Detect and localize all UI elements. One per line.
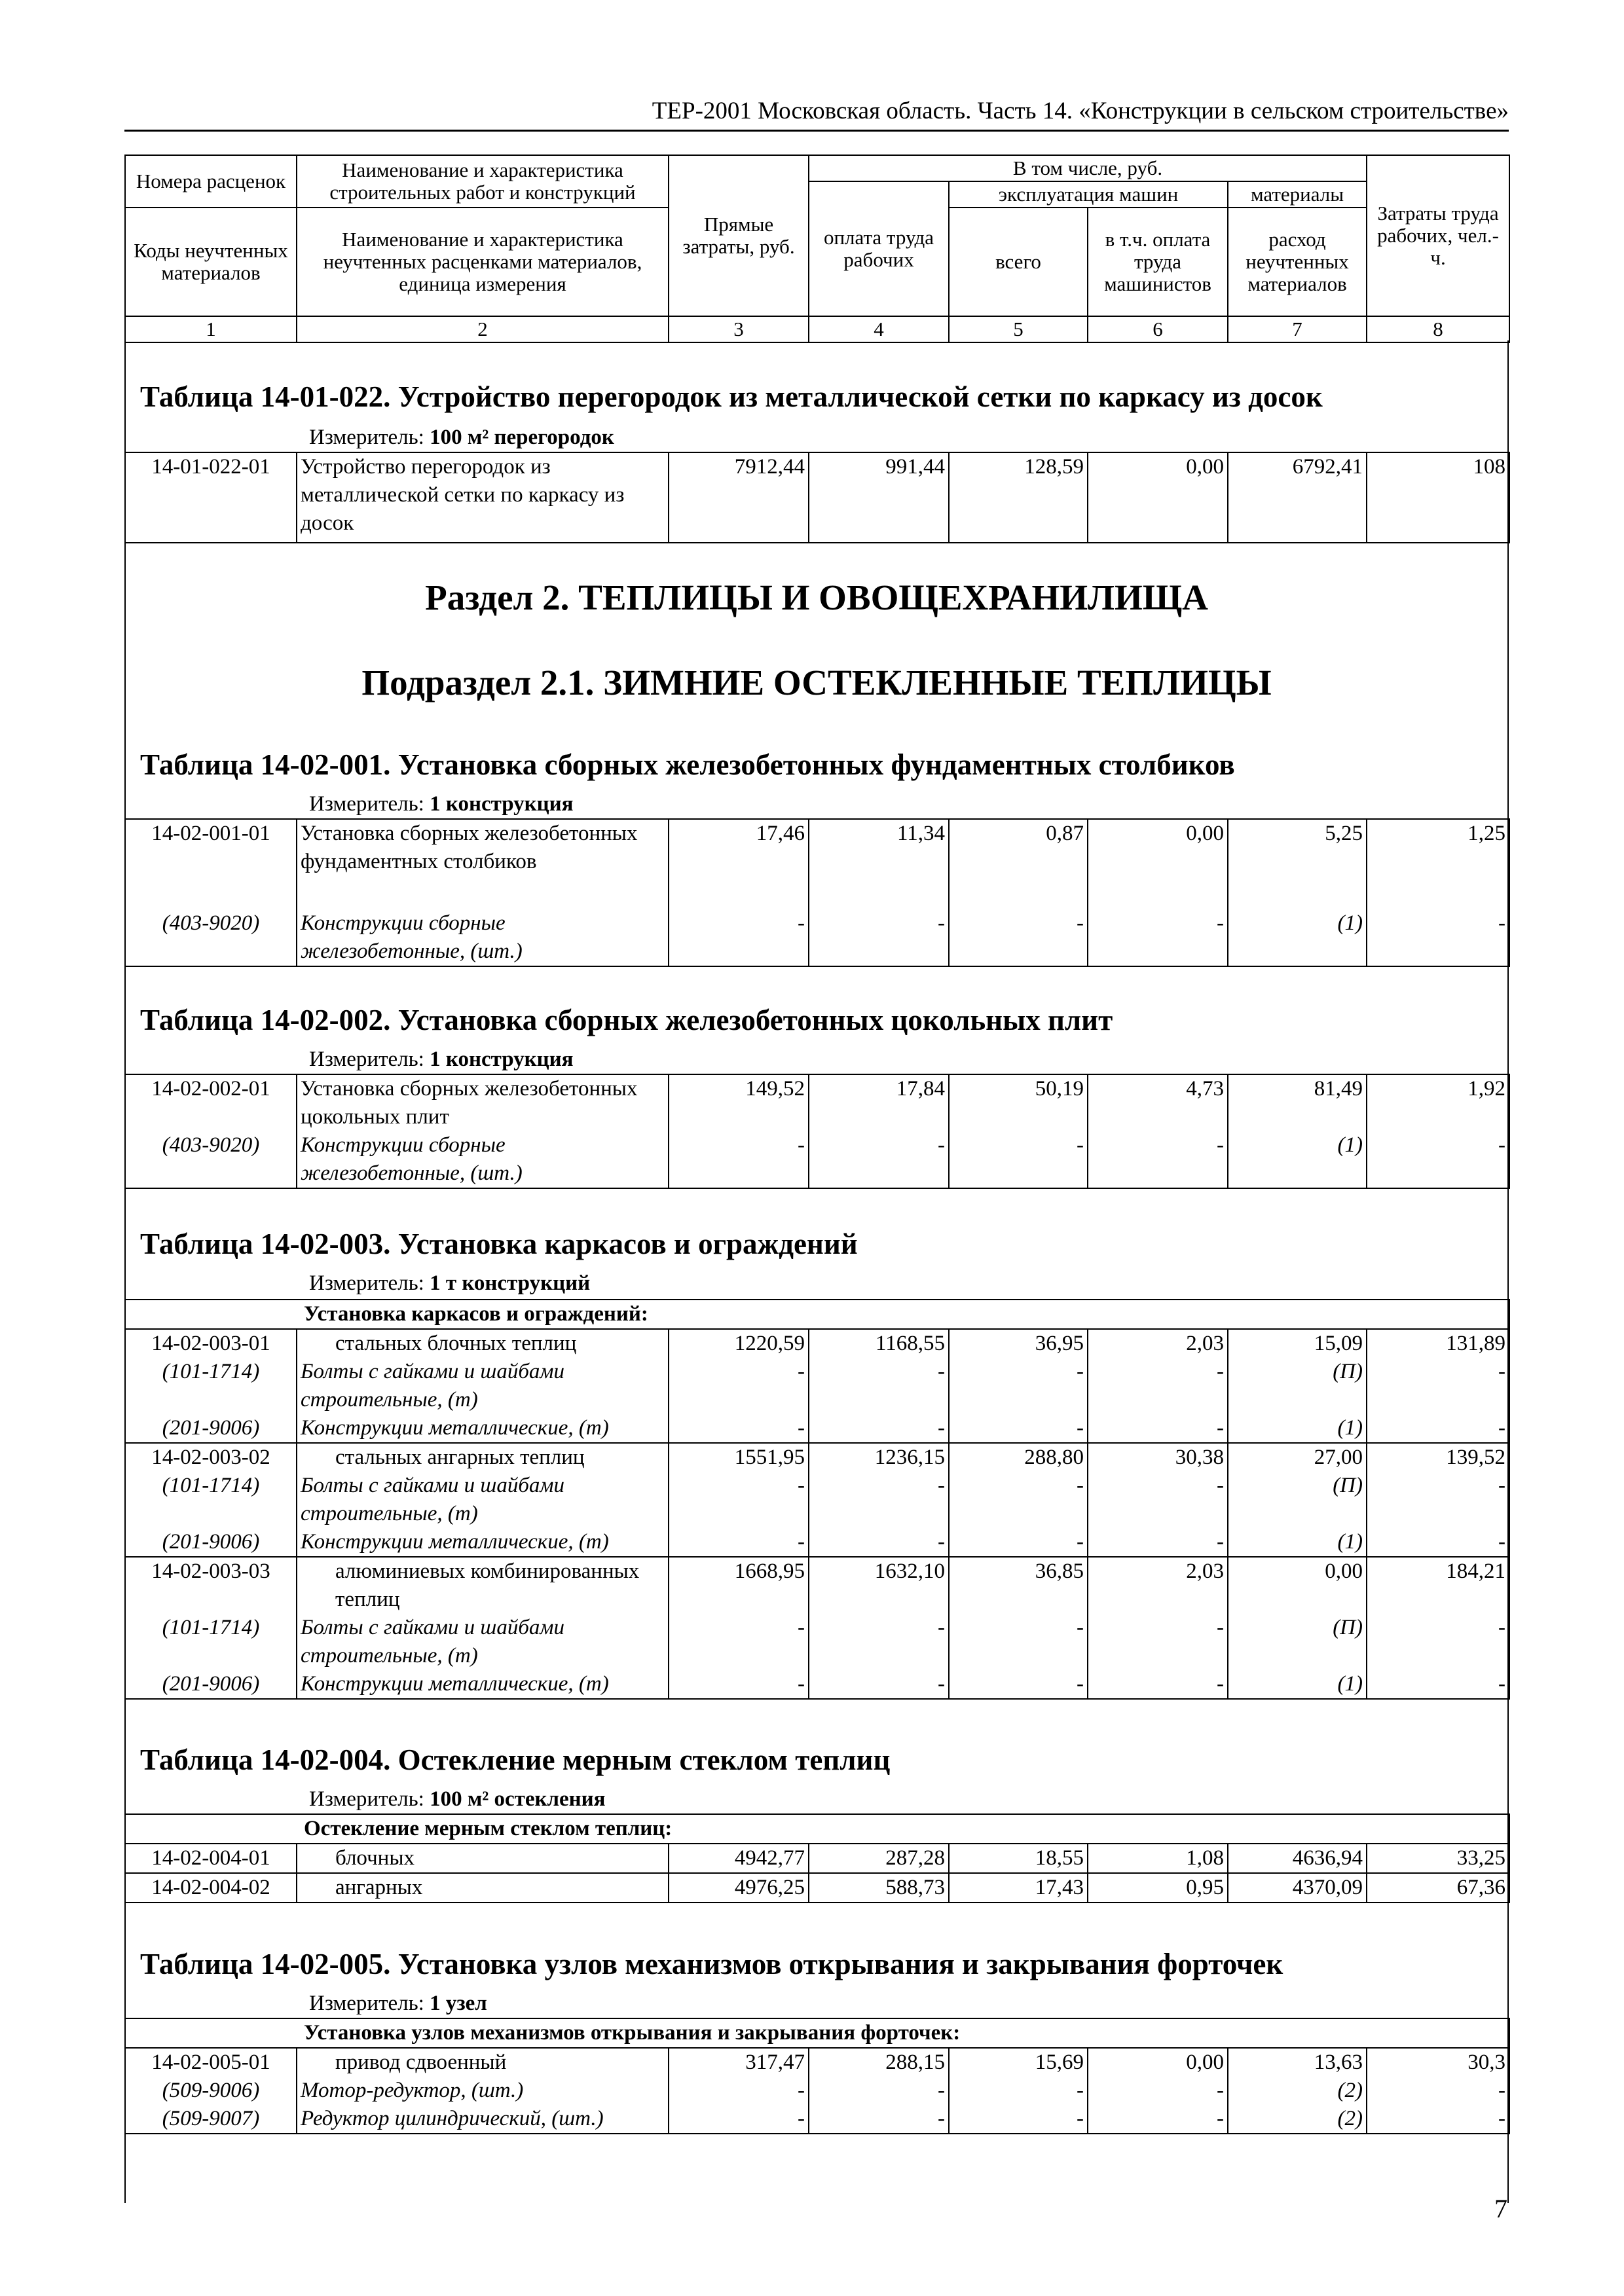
- table-row: [125, 1873, 1509, 1903]
- measure-value: 1 конструкция: [430, 1048, 574, 1071]
- machines-total: 288,80: [949, 1443, 1088, 1472]
- measure-label: Измеритель:: [309, 426, 424, 449]
- cell: -: [1088, 1414, 1228, 1443]
- machines-header: эксплуатация машин: [949, 181, 1228, 208]
- direct-cost: 7912,44: [669, 452, 809, 543]
- subheading: Установка каркасов и ограждений:: [125, 1300, 1509, 1329]
- cell: -: [1367, 1358, 1509, 1414]
- subheading: Остекление мерным стеклом теплиц:: [125, 1814, 1509, 1844]
- col-number: 5: [949, 316, 1088, 342]
- material-qty: (1): [1228, 1414, 1367, 1443]
- work-name: ангарных: [297, 1873, 669, 1903]
- col-number: 7: [1228, 316, 1367, 342]
- subheading: Установка узлов механизмов открывания и закрывания форточек:: [125, 2018, 1509, 2048]
- cell: -: [809, 1131, 949, 1188]
- measure-label: Измеритель:: [309, 1787, 424, 1811]
- material-row: [125, 1131, 1509, 1188]
- running-header: ТЕР-2001 Московская область. Часть 14. «Конструкции в сельском строительстве»: [652, 98, 1509, 124]
- measure-label: Измеритель:: [309, 1992, 424, 2015]
- material-code: (101-1714): [125, 1472, 297, 1528]
- direct-cost: 149,52: [669, 1074, 809, 1131]
- table-title: Таблица 14-02-003. Установка каркасов и ограждений: [140, 1228, 858, 1260]
- material-name: Конструкции сборные железобетонные, (шт.): [297, 1131, 669, 1188]
- table-row: [125, 452, 1509, 543]
- material-name: Мотор-редуктор, (шт.): [297, 2077, 669, 2105]
- col2-header-bottom: Наименование и характеристика неучтенных расценками материалов, единица измерения: [297, 208, 669, 316]
- cell: -: [1367, 1131, 1509, 1188]
- material-row: [125, 1614, 1509, 1670]
- material-name: Конструкции металлические, (т): [297, 1414, 669, 1443]
- materials-cost: 15,09: [1228, 1329, 1367, 1358]
- material-row: [125, 2077, 1509, 2105]
- cell: -: [809, 2077, 949, 2105]
- materials-cost: 6792,41: [1228, 452, 1367, 543]
- table-title: Таблица 14-02-005. Установка узлов механизмов открывания и закрывания форточек: [140, 1948, 1283, 1980]
- material-name: Конструкции сборные железобетонные, (шт.): [297, 909, 669, 966]
- subsection-title: Подраздел 2.1. ЗИМНИЕ ОСТЕКЛЕННЫЕ ТЕПЛИЦЫ: [361, 663, 1272, 702]
- cell: -: [1367, 1472, 1509, 1528]
- measure-value: 1 узел: [430, 1992, 487, 2015]
- materials-cost: 27,00: [1228, 1443, 1367, 1472]
- cell: -: [1367, 1670, 1509, 1699]
- cell: -: [809, 2105, 949, 2134]
- cell: -: [809, 1614, 949, 1670]
- work-name: Устройство перегородок из металлической сетки по каркасу из досок: [297, 452, 669, 543]
- materials-header: материалы: [1228, 181, 1367, 208]
- cell: -: [949, 1614, 1088, 1670]
- material-qty: (1): [1228, 1131, 1367, 1188]
- direct-cost: 1220,59: [669, 1329, 809, 1358]
- material-code: (403-9020): [125, 909, 297, 966]
- col-number: 1: [125, 316, 297, 342]
- cell: -: [1088, 1670, 1228, 1699]
- labor-pay: 991,44: [809, 452, 949, 543]
- cell: -: [669, 1614, 809, 1670]
- cell: -: [1088, 1614, 1228, 1670]
- material-qty: (2): [1228, 2077, 1367, 2105]
- material-code: (201-9006): [125, 1414, 297, 1443]
- col-number: 3: [669, 316, 809, 342]
- measure-line: [309, 1046, 574, 1072]
- subheading-row: [125, 2018, 1509, 2048]
- material-name: Болты с гайками и шайбами строительные, (т): [297, 1472, 669, 1528]
- measure-line: [309, 1786, 606, 1812]
- labor-pay: 1632,10: [809, 1557, 949, 1614]
- machinist-pay: 0,00: [1088, 452, 1228, 543]
- cell: -: [1088, 2077, 1228, 2105]
- cell: -: [669, 2105, 809, 2134]
- col7-header: расход неучтенных материалов: [1228, 208, 1367, 316]
- col-number: 8: [1367, 316, 1509, 342]
- material-name: Конструкции металлические, (т): [297, 1528, 669, 1557]
- material-code: (101-1714): [125, 1358, 297, 1414]
- direct-cost: 1668,95: [669, 1557, 809, 1614]
- labor-pay: 287,28: [809, 1844, 949, 1873]
- cell: -: [949, 909, 1088, 966]
- work-name: привод сдвоенный: [297, 2048, 669, 2077]
- cell: -: [809, 1472, 949, 1528]
- rate-code: 14-01-022-01: [125, 452, 297, 543]
- machines-total: 36,85: [949, 1557, 1088, 1614]
- col3-header: Прямые затраты, руб.: [669, 155, 809, 316]
- cell: -: [1088, 1131, 1228, 1188]
- material-qty: (2): [1228, 2105, 1367, 2134]
- material-row: [125, 1528, 1509, 1557]
- table-row: [125, 2048, 1509, 2077]
- measure-value: 1 т конструкций: [430, 1271, 591, 1295]
- page-number: 7: [1494, 2194, 1507, 2223]
- materials-cost: 4370,09: [1228, 1873, 1367, 1903]
- rate-table: [124, 2018, 1510, 2134]
- cell: -: [809, 909, 949, 966]
- cell: -: [949, 2077, 1088, 2105]
- rate-code: 14-02-003-02: [125, 1443, 297, 1472]
- cell: -: [809, 1670, 949, 1699]
- machinist-pay: 0,95: [1088, 1873, 1228, 1903]
- col8-header: Затраты труда рабочих, чел.-ч.: [1367, 155, 1509, 316]
- cell: -: [669, 1528, 809, 1557]
- cell: -: [1088, 909, 1228, 966]
- measure-value: 100 м² остекления: [430, 1787, 606, 1811]
- labor-pay: 588,73: [809, 1873, 949, 1903]
- work-name: алюминиевых комбинированных теплиц: [297, 1557, 669, 1614]
- work-name: стальных ангарных теплиц: [297, 1443, 669, 1472]
- cell: -: [1367, 909, 1509, 966]
- cell: -: [669, 1414, 809, 1443]
- cell: -: [1367, 1528, 1509, 1557]
- labor-pay: 1168,55: [809, 1329, 949, 1358]
- rate-table: [124, 452, 1510, 543]
- measure-value: 1 конструкция: [430, 792, 574, 816]
- material-qty: (П): [1228, 1472, 1367, 1528]
- table-row: [125, 1844, 1509, 1873]
- materials-cost: 13,63: [1228, 2048, 1367, 2077]
- machinist-pay: 1,08: [1088, 1844, 1228, 1873]
- including-header: В том числе, руб.: [809, 155, 1367, 181]
- subheading-row: [125, 1814, 1509, 1844]
- work-name: Установка сборных железобетонных цокольных плит: [297, 1074, 669, 1131]
- material-row: [125, 1670, 1509, 1699]
- materials-cost: 81,49: [1228, 1074, 1367, 1131]
- rate-table: [124, 1813, 1510, 1903]
- work-name: Установка сборных железобетонных фундаментных столбиков: [297, 819, 669, 909]
- table-title: Таблица 14-01-022. Устройство перегородок из металлической сетки по каркасу из досок: [140, 380, 1323, 413]
- cell: -: [1088, 1472, 1228, 1528]
- rate-code: 14-02-003-01: [125, 1329, 297, 1358]
- cell: -: [1367, 1414, 1509, 1443]
- col-number: 4: [809, 316, 949, 342]
- materials-cost: 5,25: [1228, 819, 1367, 909]
- col5-header: всего: [949, 208, 1088, 316]
- material-row: [125, 1414, 1509, 1443]
- machines-total: 17,43: [949, 1873, 1088, 1903]
- direct-cost: 17,46: [669, 819, 809, 909]
- material-row: [125, 1358, 1509, 1414]
- labor-hours: 33,25: [1367, 1844, 1509, 1873]
- work-name: стальных блочных теплиц: [297, 1329, 669, 1358]
- machinist-pay: 4,73: [1088, 1074, 1228, 1131]
- cell: -: [809, 1528, 949, 1557]
- col6-header: в т.ч. оплата труда машинистов: [1088, 208, 1228, 316]
- material-code: (201-9006): [125, 1670, 297, 1699]
- measure-line: [309, 1270, 590, 1296]
- labor-hours: 184,21: [1367, 1557, 1509, 1614]
- rate-table: [124, 1299, 1510, 1700]
- cell: -: [949, 1131, 1088, 1188]
- machinist-pay: 0,00: [1088, 2048, 1228, 2077]
- cell: -: [949, 1472, 1088, 1528]
- machinist-pay: 2,03: [1088, 1329, 1228, 1358]
- cell: -: [669, 1358, 809, 1414]
- material-code: (509-9007): [125, 2105, 297, 2134]
- materials-cost: 4636,94: [1228, 1844, 1367, 1873]
- material-name: Редуктор цилиндрический, (шт.): [297, 2105, 669, 2134]
- rate-code: 14-02-002-01: [125, 1074, 297, 1131]
- work-name: блочных: [297, 1844, 669, 1873]
- subheading-row: [125, 1300, 1509, 1329]
- material-code: (403-9020): [125, 1131, 297, 1188]
- table-row: [125, 819, 1509, 909]
- material-qty: (1): [1228, 1528, 1367, 1557]
- table-row: [125, 1329, 1509, 1358]
- col-number: 2: [297, 316, 669, 342]
- header-rule: [124, 130, 1509, 132]
- material-qty: (1): [1228, 909, 1367, 966]
- material-row: [125, 1472, 1509, 1528]
- material-qty: (1): [1228, 1670, 1367, 1699]
- labor-pay: 288,15: [809, 2048, 949, 2077]
- direct-cost: 4976,25: [669, 1873, 809, 1903]
- material-name: Болты с гайками и шайбами строительные, (т): [297, 1358, 669, 1414]
- col1-header-top: Номера расценок: [125, 155, 297, 208]
- material-code: (509-9006): [125, 2077, 297, 2105]
- cell: -: [809, 1414, 949, 1443]
- material-row: [125, 2105, 1509, 2134]
- labor-hours: 67,36: [1367, 1873, 1509, 1903]
- col2-header-top: Наименование и характеристика строительных работ и конструкций: [297, 155, 669, 208]
- machines-total: 128,59: [949, 452, 1088, 543]
- cell: -: [1088, 1358, 1228, 1414]
- col1-header-bottom: Коды неучтенных материалов: [125, 208, 297, 316]
- measure-value: 100 м² перегородок: [430, 426, 614, 449]
- cell: -: [949, 1414, 1088, 1443]
- machines-total: 50,19: [949, 1074, 1088, 1131]
- labor-hours: 1,25: [1367, 819, 1509, 909]
- rate-table: [124, 818, 1510, 967]
- cell: -: [1088, 2105, 1228, 2134]
- labor-hours: 1,92: [1367, 1074, 1509, 1131]
- machines-total: 15,69: [949, 2048, 1088, 2077]
- measure-label: Измеритель:: [309, 792, 424, 816]
- rate-code: 14-02-004-01: [125, 1844, 297, 1873]
- direct-cost: 317,47: [669, 2048, 809, 2077]
- measure-line: [309, 791, 574, 817]
- labor-hours: 139,52: [1367, 1443, 1509, 1472]
- table-row: [125, 1074, 1509, 1131]
- machines-total: 36,95: [949, 1329, 1088, 1358]
- direct-cost: 1551,95: [669, 1443, 809, 1472]
- column-header-table: [124, 155, 1510, 343]
- machines-total: 18,55: [949, 1844, 1088, 1873]
- measure-line: [309, 424, 614, 450]
- material-qty: (П): [1228, 1358, 1367, 1414]
- col4-header: оплата труда рабочих: [809, 181, 949, 316]
- material-name: Конструкции металлические, (т): [297, 1670, 669, 1699]
- machinist-pay: 0,00: [1088, 819, 1228, 909]
- rate-code: 14-02-001-01: [125, 819, 297, 909]
- rate-code: 14-02-004-02: [125, 1873, 297, 1903]
- direct-cost: 4942,77: [669, 1844, 809, 1873]
- table-row: [125, 1557, 1509, 1614]
- material-qty: (П): [1228, 1614, 1367, 1670]
- cell: -: [1367, 2105, 1509, 2134]
- cell: -: [949, 1358, 1088, 1414]
- cell: -: [669, 1670, 809, 1699]
- cell: -: [1367, 1614, 1509, 1670]
- cell: -: [809, 1358, 949, 1414]
- col-number: 6: [1088, 316, 1228, 342]
- cell: -: [669, 909, 809, 966]
- material-code: (101-1714): [125, 1614, 297, 1670]
- cell: -: [949, 2105, 1088, 2134]
- cell: -: [669, 1131, 809, 1188]
- material-row: [125, 909, 1509, 966]
- rate-table: [124, 1074, 1510, 1189]
- table-title: Таблица 14-02-001. Установка сборных железобетонных фундаментных столбиков: [140, 748, 1235, 781]
- measure-line: [309, 1990, 487, 2016]
- labor-hours: 131,89: [1367, 1329, 1509, 1358]
- rate-code: 14-02-005-01: [125, 2048, 297, 2077]
- machinist-pay: 30,38: [1088, 1443, 1228, 1472]
- machines-total: 0,87: [949, 819, 1088, 909]
- labor-pay: 1236,15: [809, 1443, 949, 1472]
- cell: -: [669, 1472, 809, 1528]
- labor-hours: 108: [1367, 452, 1509, 543]
- table-title: Таблица 14-02-004. Остекление мерным стеклом теплиц: [140, 1743, 891, 1776]
- table-row: [125, 1443, 1509, 1472]
- material-code: (201-9006): [125, 1528, 297, 1557]
- labor-pay: 17,84: [809, 1074, 949, 1131]
- table-title: Таблица 14-02-002. Установка сборных железобетонных цокольных плит: [140, 1004, 1113, 1036]
- rate-code: 14-02-003-03: [125, 1557, 297, 1614]
- labor-hours: 30,3: [1367, 2048, 1509, 2077]
- material-name: Болты с гайками и шайбами строительные, (т): [297, 1614, 669, 1670]
- machinist-pay: 2,03: [1088, 1557, 1228, 1614]
- cell: -: [949, 1528, 1088, 1557]
- measure-label: Измеритель:: [309, 1271, 424, 1295]
- cell: -: [949, 1670, 1088, 1699]
- section-title: Раздел 2. ТЕПЛИЦЫ И ОВОЩЕХРАНИЛИЩА: [425, 577, 1208, 617]
- labor-pay: 11,34: [809, 819, 949, 909]
- cell: -: [1088, 1528, 1228, 1557]
- cell: -: [1367, 2077, 1509, 2105]
- measure-label: Измеритель:: [309, 1048, 424, 1071]
- materials-cost: 0,00: [1228, 1557, 1367, 1614]
- cell: -: [669, 2077, 809, 2105]
